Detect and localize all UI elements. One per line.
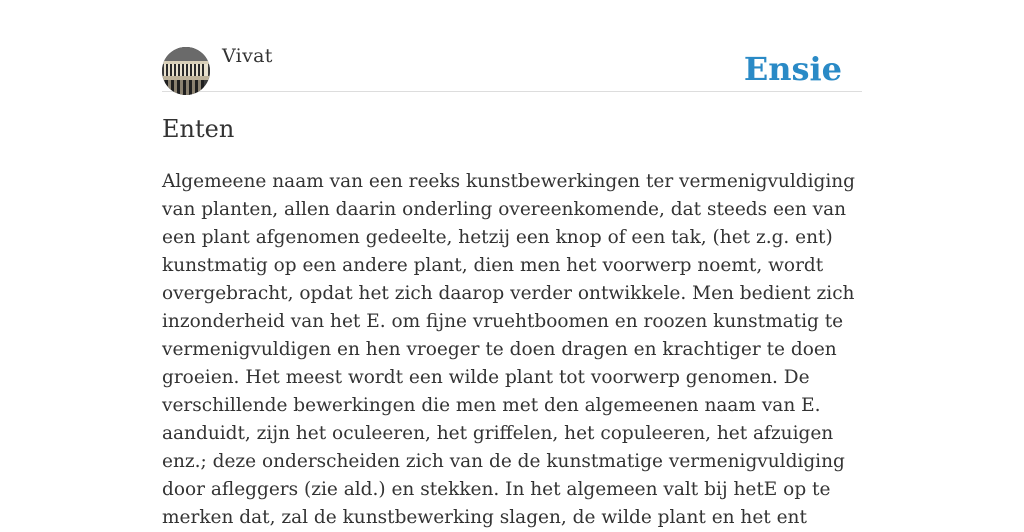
bookshelf-avatar-icon: [162, 47, 210, 95]
page-header: [162, 0, 862, 92]
article-page: [162, 0, 862, 528]
article-body: Algemeene naam van een reeks kunstbewerkingen ter vermenigvuldiging van planten, allen daarin onderling overeenkomende, dat steeds een van een plant afgenomen gedeelte, hetzij een knop of een tak, (het z.g. ent) kunstmatig op een andere plant, dien men het voorwerp noemt, wordt overgebracht, opdat het zich daarop verder ontwikkele. Men bedient zich inzonderheid van het E. om fijne vruehtboomen en roozen kunstmatig te vermenigvuldigen en hen vroeger te doen dragen en krachtiger te doen groeien. Het meest wordt een wilde plant tot voorwerp genomen. De verschillende bewerkingen die men met den algemeenen naam van E. aanduidt, zijn het oculeeren, het griffelen, het copuleeren, het afzuigen enz.; deze onderscheiden zich van de de kunstmatige vermenigvuldiging door afleggers (zie ald.) en stekken. In het algemeen valt bij hetE op te merken dat, zal de kunstbewerking slagen, de wilde plant en het ent: [162, 171, 856, 528]
brand-logo[interactable]: Ensie: [743, 50, 842, 88]
avatar[interactable]: [162, 47, 210, 95]
page-title: Enten: [162, 115, 235, 143]
author-name[interactable]: Vivat: [222, 45, 273, 67]
